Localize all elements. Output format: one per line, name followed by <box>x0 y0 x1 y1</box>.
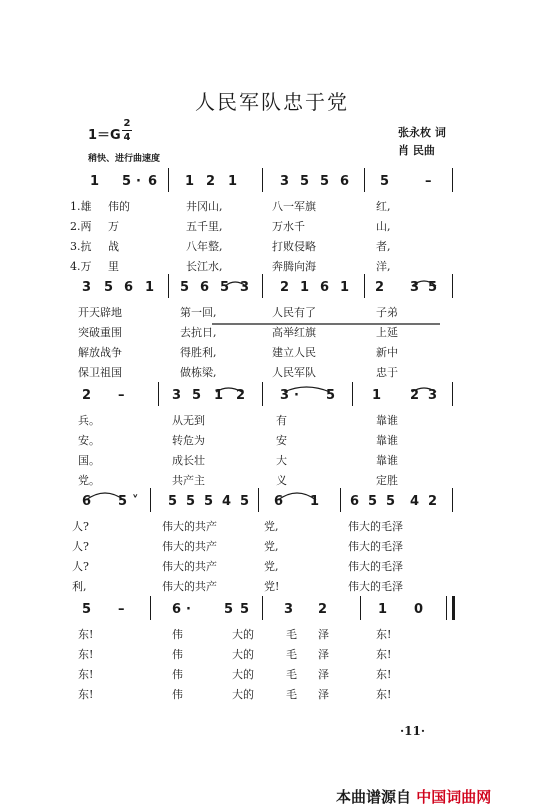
lyric: 安 <box>276 434 287 447</box>
note: 6 <box>200 280 210 295</box>
bar-line <box>258 488 259 512</box>
lyric: 东! <box>376 648 392 661</box>
lyric: 党, <box>264 540 279 553</box>
lyric: 长江水, <box>186 260 223 273</box>
note: 3 <box>428 388 438 403</box>
lyric: 突破重围 <box>78 326 122 339</box>
double-bar-thin <box>446 596 447 620</box>
note: 5 <box>224 602 234 617</box>
note: 6 <box>340 174 350 189</box>
lyric: 有 <box>276 414 287 427</box>
lyric: 泽 <box>318 688 329 701</box>
lyric: 利, <box>72 580 87 593</box>
lyric: 伟 <box>172 648 183 661</box>
lyric: 者, <box>376 240 391 253</box>
bar-line <box>262 382 263 406</box>
key-signature: 1＝G <box>88 128 121 143</box>
bar-line <box>452 488 453 512</box>
lyric: 靠谁 <box>376 454 398 467</box>
bar-line <box>150 596 151 620</box>
lyric: 人? <box>72 520 89 533</box>
lyric: 井冈山, <box>186 200 223 213</box>
lyric: 打败侵略 <box>272 240 316 253</box>
note: 2 <box>410 388 420 403</box>
lyric: 伟大的共产 <box>162 540 217 553</box>
note: 2 <box>206 174 216 189</box>
lyric: 五千里, <box>186 220 223 233</box>
lyric: 义 <box>276 474 287 487</box>
lyric: 泽 <box>318 648 329 661</box>
lyricist-credit: 张永枚 词 <box>398 126 446 139</box>
note: 6 <box>350 494 360 509</box>
note: 3 <box>410 280 420 295</box>
lyric: 泽 <box>318 668 329 681</box>
bar-line <box>452 382 453 406</box>
lyric: 东! <box>78 688 94 701</box>
bar-line <box>262 168 263 192</box>
time-signature-top: 2 <box>123 118 131 129</box>
lyric: 伟的 <box>108 200 130 213</box>
lyric: 毛 <box>286 688 297 701</box>
lyric: 党, <box>264 560 279 573</box>
lyric: 定胜 <box>376 474 398 487</box>
lyric: 4.万 <box>70 260 92 273</box>
lyric: 靠谁 <box>376 414 398 427</box>
note: ˅ <box>132 494 139 509</box>
bar-line <box>364 168 365 192</box>
note: 1 <box>145 280 155 295</box>
lyric: 伟 <box>172 628 183 641</box>
note: 4 <box>410 494 420 509</box>
note: 5 <box>326 388 336 403</box>
tempo-marking: 稍快、进行曲速度 <box>88 154 161 164</box>
lyric: 洋, <box>376 260 391 273</box>
note: – <box>118 602 125 617</box>
note: 6 <box>124 280 134 295</box>
note: 2 <box>82 388 92 403</box>
note: 1 <box>300 280 310 295</box>
note: 5 <box>192 388 202 403</box>
note: 1 <box>310 494 320 509</box>
footer-prefix: 本曲谱源自 <box>336 788 412 806</box>
note: 2 <box>236 388 246 403</box>
lyric: 靠谁 <box>376 434 398 447</box>
note: – <box>425 174 432 189</box>
lyric: 伟大的毛泽 <box>348 560 403 573</box>
bar-line <box>168 168 169 192</box>
note: 5 <box>122 174 132 189</box>
note: 2 <box>375 280 385 295</box>
lyric: 大的 <box>232 648 254 661</box>
note: 5 <box>380 174 390 189</box>
bar-line <box>352 382 353 406</box>
note: 5 <box>428 280 438 295</box>
note: 5 <box>82 602 92 617</box>
lyric: 毛 <box>286 628 297 641</box>
lyric: 伟大的共产 <box>162 520 217 533</box>
note: 2 <box>428 494 438 509</box>
lyric: 新中 <box>376 346 398 359</box>
note: 5 <box>368 494 378 509</box>
bar-line <box>340 488 341 512</box>
lyric: 解放战争 <box>78 346 122 359</box>
note: · <box>186 602 191 617</box>
lyric: 红, <box>376 200 391 213</box>
note: 3 <box>280 388 290 403</box>
lyric: 万水千 <box>272 220 305 233</box>
bar-line <box>452 274 453 298</box>
footer-site[interactable]: 中国词曲网 <box>416 788 492 806</box>
lyric: 兵。 <box>78 414 100 427</box>
lyric: 上延 <box>376 326 398 339</box>
lyric: 党! <box>264 580 280 593</box>
lyric: 得胜利, <box>180 346 217 359</box>
note: – <box>118 388 125 403</box>
lyric: 伟大的毛泽 <box>348 580 403 593</box>
note: 6 <box>148 174 158 189</box>
lyric: 东! <box>376 688 392 701</box>
lyric: 3.抗 <box>70 240 92 253</box>
note: 3 <box>284 602 294 617</box>
composer-credit: 肖 民曲 <box>398 144 435 157</box>
lyric: 安。 <box>78 434 100 447</box>
lyric: 伟 <box>172 688 183 701</box>
note: 1 <box>214 388 224 403</box>
lyric: 忠于 <box>376 366 398 379</box>
source-footer <box>336 786 491 807</box>
note: 5 <box>180 280 190 295</box>
note: 5 <box>240 602 250 617</box>
lyric: 伟大的毛泽 <box>348 540 403 553</box>
note: 6 <box>274 494 284 509</box>
note: 6 <box>172 602 182 617</box>
lyric: 八年整, <box>186 240 223 253</box>
lyric: 去抗日, <box>180 326 217 339</box>
lyric: 从无到 <box>172 414 205 427</box>
bar-line <box>168 274 169 298</box>
page-number: ·11· <box>400 724 426 738</box>
lyric: 东! <box>78 628 94 641</box>
note: · <box>136 174 141 189</box>
lyric: 伟大的共产 <box>162 560 217 573</box>
lyric: 伟大的毛泽 <box>348 520 403 533</box>
note: 1 <box>228 174 238 189</box>
bar-line <box>452 168 453 192</box>
note: 5 <box>186 494 196 509</box>
note: 1 <box>340 280 350 295</box>
lyric: 人民军队 <box>272 366 316 379</box>
lyric: 大的 <box>232 628 254 641</box>
note: · <box>294 388 299 403</box>
lyric: 大的 <box>232 668 254 681</box>
lyric: 里 <box>108 260 119 273</box>
note: 2 <box>280 280 290 295</box>
note: 5 <box>168 494 178 509</box>
lyric: 毛 <box>286 668 297 681</box>
note: 5 <box>220 280 230 295</box>
time-signature-bottom: 4 <box>123 132 131 143</box>
lyric: 伟 <box>172 668 183 681</box>
lyric: 奔腾向海 <box>272 260 316 273</box>
note: 6 <box>320 280 330 295</box>
bar-line <box>364 274 365 298</box>
lyric: 成长壮 <box>172 454 205 467</box>
lyric: 人? <box>72 540 89 553</box>
note: 4 <box>222 494 232 509</box>
note: 2 <box>318 602 328 617</box>
note: 1 <box>372 388 382 403</box>
lyric: 东! <box>78 668 94 681</box>
lyric: 人? <box>72 560 89 573</box>
lyric: 万 <box>108 220 119 233</box>
note: 5 <box>240 494 250 509</box>
lyric: 伟大的共产 <box>162 580 217 593</box>
note: 6 <box>82 494 92 509</box>
lyric: 建立人民 <box>272 346 316 359</box>
note: 5 <box>118 494 128 509</box>
lyric: 东! <box>78 648 94 661</box>
lyric: 做栋梁, <box>180 366 217 379</box>
note: 5 <box>386 494 396 509</box>
note: 5 <box>204 494 214 509</box>
lyric: 党, <box>264 520 279 533</box>
bar-line <box>452 596 455 620</box>
lyric: 东! <box>376 628 392 641</box>
note: 3 <box>82 280 92 295</box>
lyric: 1.雄 <box>70 200 92 213</box>
note: 3 <box>280 174 290 189</box>
lyric: 山, <box>376 220 391 233</box>
slur <box>284 387 330 392</box>
bar-line <box>262 274 263 298</box>
note: 1 <box>90 174 100 189</box>
lyric: 国。 <box>78 454 100 467</box>
time-signature <box>122 118 132 143</box>
lyric: 保卫祖国 <box>78 366 122 379</box>
note: 3 <box>172 388 182 403</box>
lyric: 2.两 <box>70 220 92 233</box>
note: 5 <box>320 174 330 189</box>
note: 5 <box>300 174 310 189</box>
bar-line <box>158 382 159 406</box>
lyric: 第一回, <box>180 306 217 319</box>
note: 3 <box>240 280 250 295</box>
lyric: 大的 <box>232 688 254 701</box>
page-title: 人民军队忠于党 <box>195 90 349 114</box>
lyric: 共产主 <box>172 474 205 487</box>
lyric: 泽 <box>318 628 329 641</box>
note: 1 <box>378 602 388 617</box>
lyric: 战 <box>108 240 119 253</box>
lyric: 人民有了 <box>272 306 316 319</box>
lyric: 八一军旗 <box>272 200 316 213</box>
lyric: 毛 <box>286 648 297 661</box>
note: 0 <box>414 602 424 617</box>
bar-line <box>150 488 151 512</box>
lyric: 东! <box>376 668 392 681</box>
lyric: 子弟 <box>376 306 398 319</box>
lyric: 党。 <box>78 474 100 487</box>
bar-line <box>262 596 263 620</box>
note: 1 <box>185 174 195 189</box>
lyric: 转危为 <box>172 434 205 447</box>
lyric: 大 <box>276 454 287 467</box>
note: 5 <box>104 280 114 295</box>
lyric: 高举红旗 <box>272 326 316 339</box>
bar-line <box>360 596 361 620</box>
lyric: 开天辟地 <box>78 306 122 319</box>
